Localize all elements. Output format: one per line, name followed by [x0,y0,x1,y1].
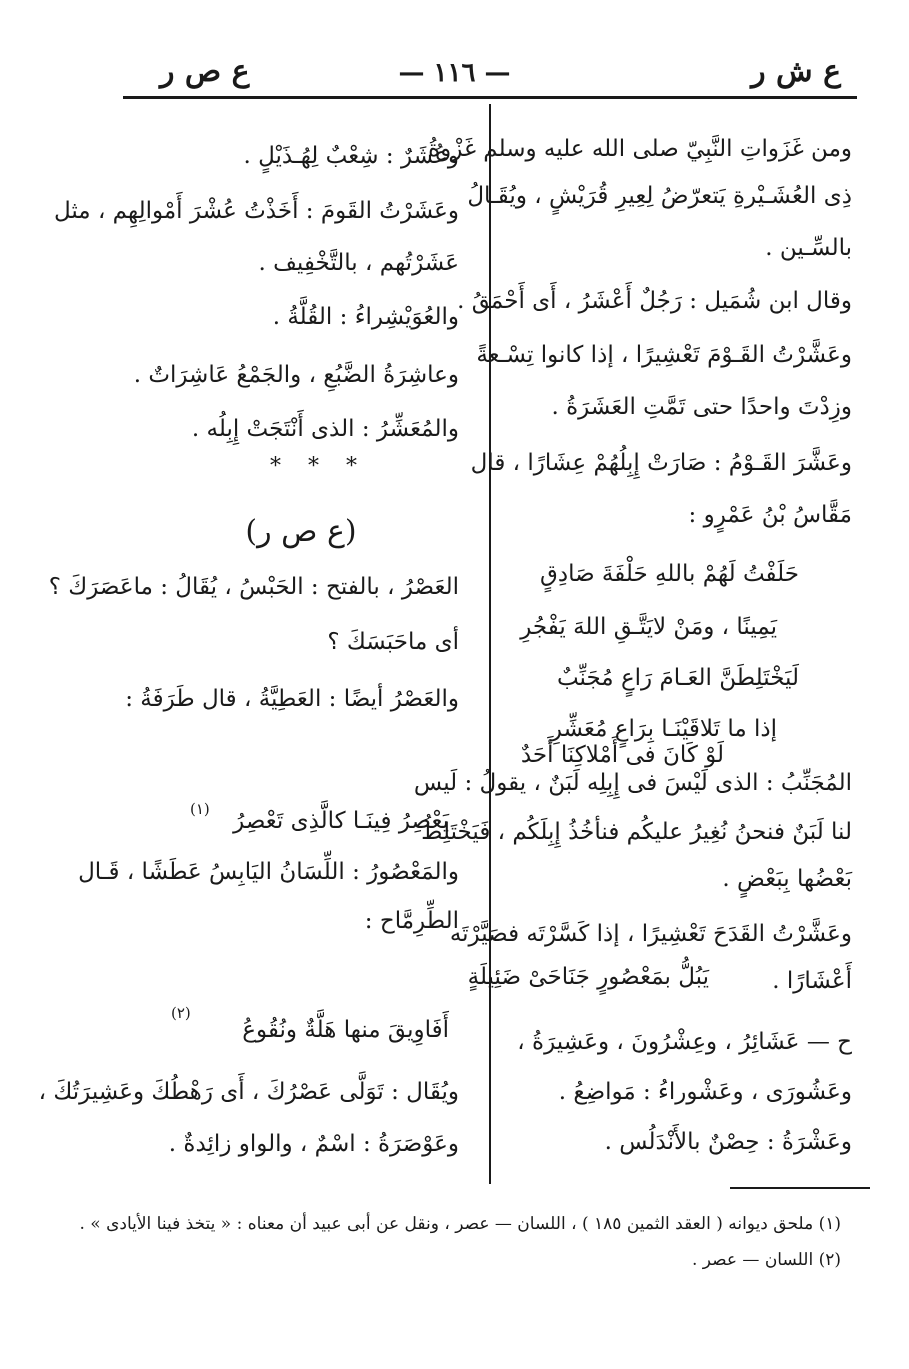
text-line: وعَشُورَى ، وعَشْوراءُ : مَواضِعُ . [558,1079,852,1105]
text-line: وعَشَرْتُ القَومَ : أَخَذْتُ عُشْرَ أَمْوالِهِم ، مثل [53,198,459,224]
text-line: الطِّرِمَّاح : [364,908,459,934]
column-divider [489,104,491,1184]
text-line: وعَشَّرْتُ القَـوْمَ تَعْشِيرًا ، إذا كانوا تِسْـعةً [476,342,852,368]
text-line: وعَوْصَرَةُ : اسْمٌ ، والواو زائِدةٌ . [168,1131,459,1157]
text-line: ويُقَال : تَوَلَّى عَصْرُكَ ، أَى رَهْطُكَ وعَشِيرَتُكَ ، [38,1079,459,1105]
poem-line: يَبُلُّ بمَعْصُورٍ جَنَاحَىْ ضَئِيلَةٍ [467,964,709,990]
text-line: وعَشَّرْتُ القَدَحَ تَعْشِيرًا ، إذا كَسَّرْتَه فصَيَّرْتَه [449,921,852,947]
header-rule [123,96,857,99]
poem-line: يَعْصِرُ فِينَـا كالَّذِى تَعْصِرُ [233,808,449,834]
text-line: والعَصْرُ أيضًا : العَطِيَّةُ ، قال طَرَفَةُ : [125,686,459,712]
poem-line: أَفَاوِيقَ منها هَلَّةٌ ونُقُوعُ [242,1017,449,1043]
text-line: بالسِّـين . [765,235,852,261]
text-line: والمُعَشِّرُ : الذى أَنْتَجَتْ إِبِلُه . [191,416,459,442]
text-line: وزِدْتَ واحدًا حتى تَمَّتِ العَشَرَةُ . [551,394,852,420]
poem-line: حَلَفْتُ لَهُمْ باللهِ حَلْفَةَ صَادِقٍ [540,561,799,587]
text-line: مَقَّاسُ بْنُ عَمْرٍو : [688,502,852,528]
text-line: ح — عَشَائِرُ ، وعِشْرُونَ ، وعَشِيرَةُ ، [517,1029,852,1055]
text-line: وعُشَرٌ : شِعْبٌ لِهُـذَيْلٍ . [243,143,459,169]
text-line: المُجَنِّبُ : الذى لَيْسَ فى إِبِلِه لَبَنٌ ، يقولُ : لَيس [413,770,852,796]
text-line: ومن غَزَواتِ النَّبِيّ صلى الله عليه وسلم غَزْوةُ [428,136,852,162]
text-line: والمَعْصُورُ : اللِّسَانُ اليَابِسُ عَطَشًا ، قَـال [78,859,459,885]
header-root-left: ع ص ر [160,54,250,89]
poem-line: يَمِينًا ، ومَنْ لايَتَّـقِ اللهَ يَفْجُرِ [520,614,777,640]
text-line: أَعْشَارًا . [772,968,852,994]
poem-line: إذا ما تَلاقَيْنَـا بِرَاعٍ مُعَشِّرِ [550,716,777,742]
text-line: وقال ابن شُمَيل : رَجُلٌ أَعْشَرُ ، أَى أَحْمَقُ . [457,288,852,314]
text-line: العَصْرُ ، بالفتح : الحَبْسُ ، يُقَالُ : ماعَصَرَكَ ؟ [48,574,459,600]
text-line: ذِى العُشَـيْرةِ يَتعرّضُ لِعِيرِ قُرَيْشٍ ، ويُقَـالُ [467,183,852,209]
text-line: لنا لَبَنٌ فنحنُ نُغِيرُ عليكُم فنأخُذُ إِبِلَكُم ، فَيَخْتَلِطُ [421,819,852,845]
text-line: وعَشَّرَ القَـوْمُ : صَارَتْ إِبِلُهُمْ عِشَارًا ، قال [470,450,852,476]
footnote-marker: (٢) [171,1004,191,1022]
text-line: أى ماحَبَسَكَ ؟ [327,629,459,655]
header-root-right: ع ش ر [751,54,841,89]
text-line: وعَشْرَةُ : حِصْنٌ بالأَنْدَلُس . [604,1129,852,1155]
footnote-marker: (١) [190,800,210,818]
text-line: وعاشِرَةُ الضَّبُعِ ، والجَمْعُ عَاشِرَاتٌ . [133,362,459,388]
section-heading: (ع ص ر) [245,514,357,549]
text-line: بَعْضُها بِبَعْضٍ . [722,866,852,892]
poem-line: لَوْ كَانَ فى أَمْلاكِنَا أَحَدٌ [520,742,724,768]
footnote: (١) ملحق ديوانه ( العقد الثمين ١٨٥ ) ، اللسان — عصر ، ونقل عن أبى عبيد أن معناه : « يتخذ فينا الأيادى » . [79,1214,841,1234]
footnote-rule [730,1187,870,1189]
text-line: عَشَرْتُهم ، بالتَّخْفِيف . [258,250,459,276]
poem-line: لَيَخْتَلِطَنَّ العَـامَ رَاعٍ مُجَنِّبٌ [556,665,799,691]
footnote: (٢) اللسان — عصر . [691,1250,841,1270]
page-number: — ١١٦ — [398,58,511,88]
section-separator: * * * [270,454,367,479]
text-line: والعُوَيْشِراءُ : القُلَّةُ . [272,304,459,330]
